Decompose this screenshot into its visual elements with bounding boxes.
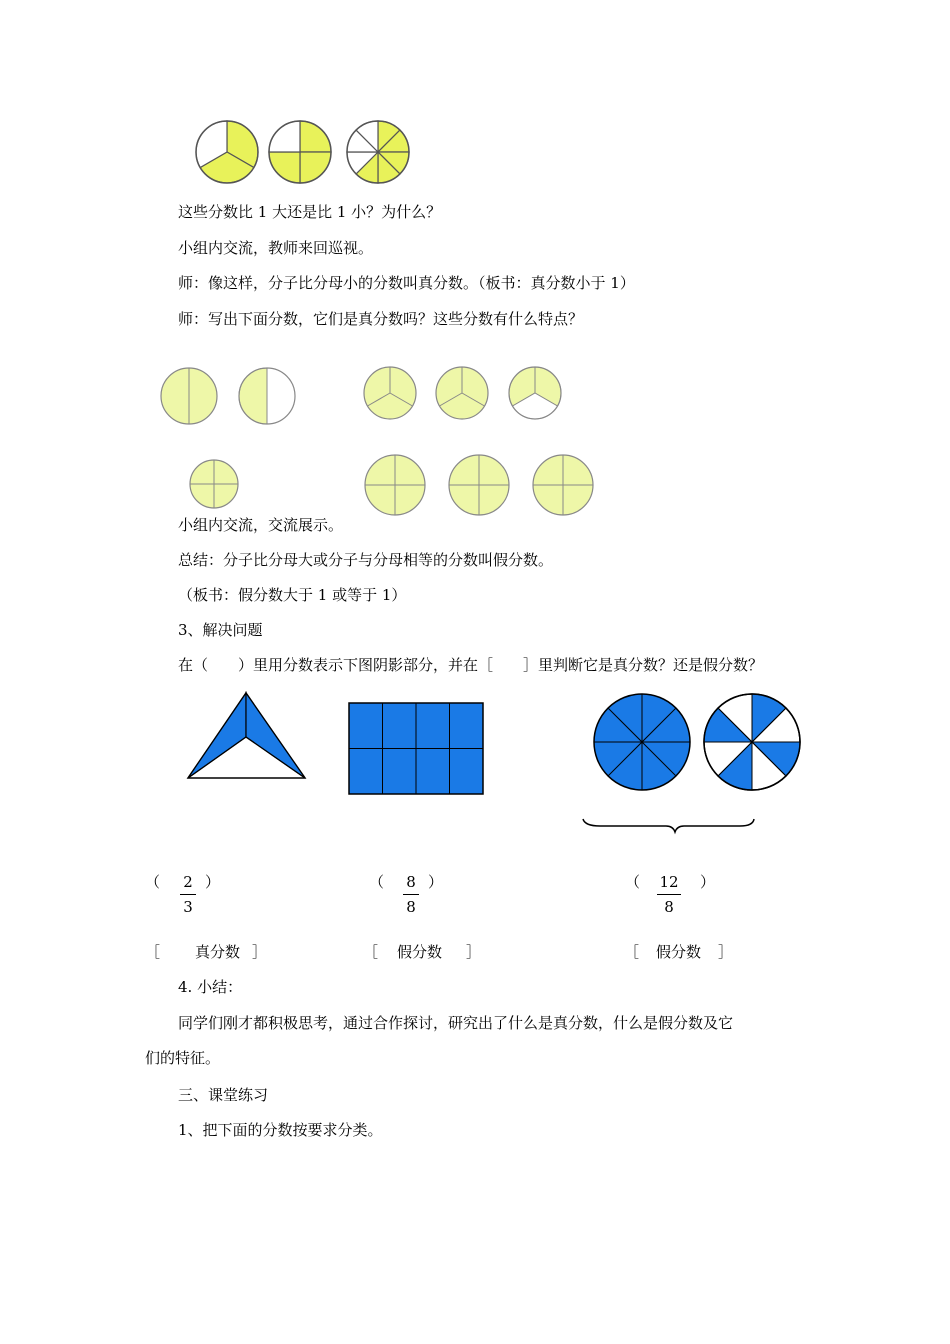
answer-2-numerator: 8 (406, 873, 416, 891)
teacher-text-question: 师：写出下面分数，它们是真分数吗？这些分数有什么特点？ (178, 310, 584, 328)
fraction-circles-middle (155, 362, 605, 517)
answer-3-open-paren: （ (625, 873, 641, 891)
circle-halves-full (161, 368, 217, 424)
answer-2-open-bracket: ［ (363, 943, 379, 961)
answer-1-kind: 真分数 (195, 943, 241, 961)
circle-thirds-full-2 (436, 367, 488, 419)
answer-3-fraction (653, 872, 685, 917)
triangle-figure (188, 693, 305, 778)
fraction-circles-top (185, 115, 425, 190)
answer-1-fraction (174, 872, 202, 917)
fraction-bar (403, 894, 419, 895)
fraction-bar (180, 894, 196, 895)
circle-quarters-full-3 (533, 455, 593, 515)
answer-1-numerator: 2 (183, 873, 193, 891)
question-text: 这些分数比 1 大还是比 1 小？为什么？ (178, 203, 442, 221)
conclusion-line-2: 们的特征。 (145, 1049, 221, 1067)
board-text: （板书：假分数大于 1 或等于 1） (178, 586, 407, 604)
fraction-bar (657, 894, 681, 895)
answer-2-denominator: 8 (406, 898, 416, 916)
section-3-heading: 3、解决问题 (178, 621, 263, 639)
summary-text: 总结：分子比分母大或分子与分母相等的分数叫假分数。 (178, 551, 554, 569)
answer-3-open-bracket: ［ (624, 943, 640, 961)
answer-2-close-bracket: ］ (466, 943, 482, 961)
circle-quarters-small (190, 460, 238, 508)
answer-1-open-bracket: ［ (145, 943, 161, 961)
answer-3-denominator: 8 (664, 898, 674, 916)
circle-halves-one-shaded (239, 368, 295, 424)
circle-quarters-full-2 (449, 455, 509, 515)
circle-thirds-two-shaded (196, 121, 258, 183)
answer-2-close-paren: ） (428, 873, 444, 891)
answer-3-numerator: 12 (659, 873, 679, 891)
circle-eighths-half-blue (704, 694, 800, 790)
answer-1-open-paren: （ (145, 873, 161, 891)
group-discussion-text: 小组内交流，教师来回巡视。 (178, 239, 374, 257)
answer-3-close-paren: ） (700, 873, 716, 891)
exercise-1-text: 1、把下面的分数按要求分类。 (178, 1121, 383, 1139)
section-4-heading: 4. 小结： (178, 978, 243, 996)
group-exchange-text: 小组内交流，交流展示。 (178, 516, 344, 534)
answer-3-close-bracket: ］ (718, 943, 734, 961)
teacher-text-proper-fraction: 师：像这样，分子比分母小的分数叫真分数。（板书：真分数小于 1） (178, 274, 635, 292)
rectangle-grid-figure (349, 703, 483, 794)
circle-eighths-full-blue (594, 694, 690, 790)
instruction-text: 在（ ）里用分数表示下图阴影部分，并在［ ］里判断它是真分数？还是假分数？ (178, 656, 764, 674)
curly-brace (583, 819, 754, 832)
circle-thirds-two-shaded (509, 367, 561, 419)
answer-1-close-paren: ） (205, 873, 221, 891)
answer-1-denominator: 3 (183, 898, 193, 916)
answer-3-kind: 假分数 (656, 943, 702, 961)
answer-1-close-bracket: ］ (252, 943, 268, 961)
answer-2-fraction (397, 872, 425, 917)
shaded-figures (180, 685, 810, 835)
answer-2-open-paren: （ (369, 873, 385, 891)
circle-quarters-full-1 (365, 455, 425, 515)
circle-quarters-three-shaded (269, 121, 331, 183)
answer-2-kind: 假分数 (397, 943, 443, 961)
practice-heading: 三、课堂练习 (178, 1086, 269, 1104)
circle-thirds-full-1 (364, 367, 416, 419)
conclusion-line-1: 同学们刚才都积极思考，通过合作探讨，研究出了什么是真分数，什么是假分数及它 (178, 1014, 734, 1032)
circle-eighths-five-shaded (347, 121, 409, 183)
